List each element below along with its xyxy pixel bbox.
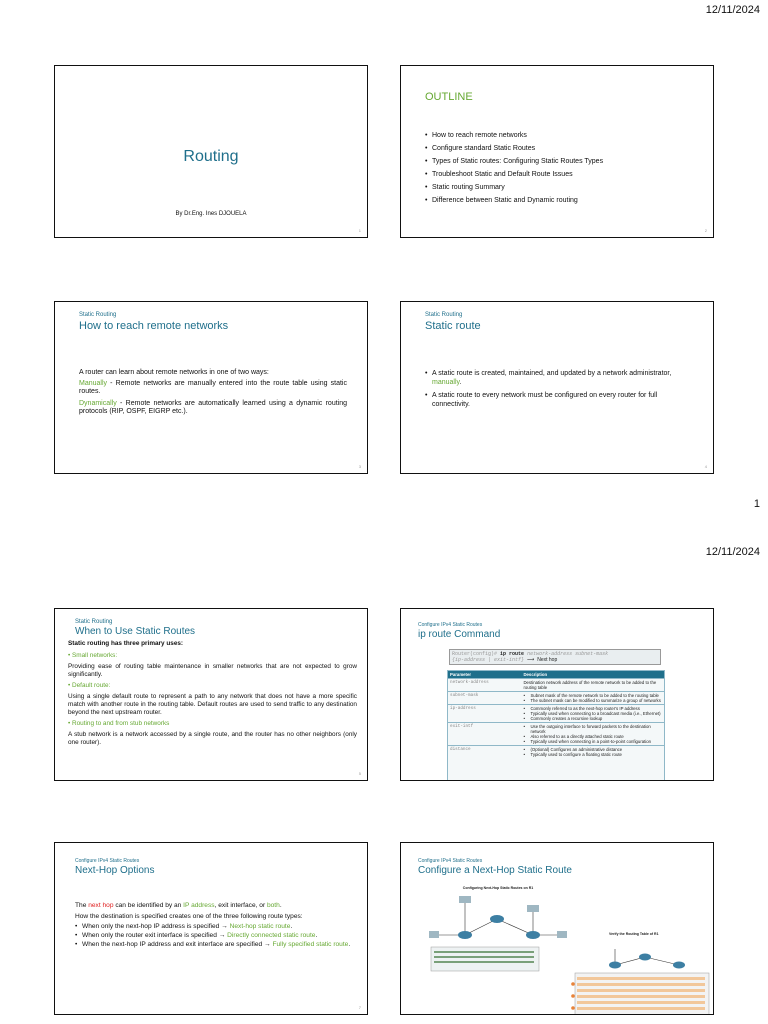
use-paragraph: Providing ease of routing table maintenance in smaller networks that are not expected to grow significantly.	[68, 663, 357, 678]
second-line: How the destination is specified creates one of the three following route types:	[75, 913, 303, 920]
text-run: When only the router exit interface is specified →	[82, 932, 228, 939]
use-heading: • Default route:	[68, 682, 111, 689]
text-run: When only the next-hop IP address is specified →	[82, 923, 230, 930]
slide-7	[54, 842, 368, 1015]
dynamic-paragraph	[79, 400, 347, 417]
slide-number: 1	[358, 228, 361, 233]
list-item: • When only the router exit interface is specified → Directly connected static route.	[75, 932, 351, 940]
slide-body	[75, 902, 351, 949]
author-line: By Dr.Eng. Ines DJOUELA	[175, 211, 247, 217]
desc-cell	[521, 723, 664, 746]
router-icon	[526, 931, 540, 939]
bullet-text: A static route is created, maintained, and updated by a network administrator,	[432, 370, 672, 377]
list-item: • Types of Static routes: Configuring Static Routes Types	[425, 155, 603, 168]
page-date: 12/11/2024	[705, 4, 760, 16]
slide-1	[54, 65, 368, 238]
outline-list	[425, 129, 603, 207]
desc-item: • Subnet mask of the remote network to be added to the routing table	[523, 693, 662, 698]
router-icon	[458, 931, 472, 939]
desc-item: • The subnet mask can be modified to summarize a group of networks	[523, 698, 662, 703]
slide-2	[400, 65, 714, 238]
column-header: Description	[521, 671, 664, 679]
route-type: Next-hop static route	[229, 923, 291, 930]
section-label: Configure IPv4 Static Routes	[75, 858, 140, 864]
slide-number: 2	[704, 228, 707, 233]
slide-5	[54, 608, 368, 781]
desc-item: • Commonly creates a recursive lookup	[523, 716, 662, 721]
table-row	[448, 723, 664, 746]
desc-item: • (Optional) Configures an administrative distance	[523, 747, 662, 752]
intro-text: A router can learn about remote networks in one of two ways:	[79, 369, 269, 376]
desc-cell: Destination network address of the remote network to be added to the routing table	[521, 679, 664, 692]
router-icon	[609, 962, 621, 969]
desc-item: • Typically used when connecting in a point-to-point configuration	[523, 739, 662, 744]
slide-title: How to reach remote networks	[79, 320, 229, 332]
router-icon	[673, 962, 685, 969]
desc-cell	[521, 692, 664, 705]
text-run: .	[279, 902, 282, 909]
cli-output-box	[431, 947, 539, 971]
manually-paragraph	[79, 380, 347, 397]
param-cell: network-address	[448, 679, 521, 692]
table-row	[448, 679, 664, 692]
list-item: • Static routing Summary	[425, 181, 603, 194]
slide-number: 5	[358, 771, 361, 776]
slide-6	[400, 608, 714, 781]
heading-text: Default route:	[72, 682, 111, 689]
route-type: Directly connected static route	[227, 932, 316, 939]
slide-title: Configure a Next-Hop Static Route	[418, 865, 572, 876]
network-diagram	[425, 891, 571, 975]
dynamically-label: Dynamically	[79, 399, 117, 407]
slide-title: OUTLINE	[425, 91, 473, 103]
slide-number: 7	[358, 1005, 361, 1010]
manually-label: Manually	[79, 379, 108, 387]
pc-icon	[459, 896, 471, 903]
manually-text: - Remote networks are manually entered into the route table using static routes.	[79, 379, 347, 395]
text-run: When the next-hop IP address and exit interface are specified →	[82, 941, 273, 948]
slide-title: ip route Command	[418, 629, 501, 640]
list-item: • Troubleshoot Static and Default Route Issues	[425, 168, 603, 181]
slide-body	[79, 369, 347, 417]
manually-highlight: manually	[432, 378, 460, 386]
table-row	[448, 746, 664, 759]
route-type-list	[75, 923, 351, 949]
slide-title: Next-Hop Options	[75, 865, 155, 876]
use-heading: • Routing to and from stub networks	[68, 720, 170, 727]
list-item: • Configure standard Static Routes	[425, 142, 603, 155]
next-hop-highlight: next hop	[88, 902, 114, 909]
page-date: 12/11/2024	[705, 546, 760, 558]
route-type: Fully specified static route	[272, 941, 349, 948]
list-item: • When only the next-hop IP address is specified → Next-hop static route.	[75, 923, 351, 931]
table-row	[448, 705, 664, 723]
text-run: , exit interface, or	[214, 902, 267, 909]
topology-figure	[425, 885, 571, 975]
intro-line	[75, 902, 351, 910]
cmd-args: network-address subnet-mask	[527, 651, 609, 657]
bullet-end: .	[459, 378, 462, 386]
ip-address-highlight: IP address	[183, 902, 215, 909]
section-label: Configure IPv4 Static Routes	[418, 622, 483, 628]
list-item: • How to reach remote networks	[425, 129, 603, 142]
cmd-args: {ip-address | exit-intf}	[452, 657, 525, 663]
slide-title: Static route	[425, 320, 481, 332]
page-number: 1	[753, 498, 760, 510]
param-cell: distance	[448, 746, 521, 759]
slide-3	[54, 301, 368, 474]
slide-8	[400, 842, 714, 1015]
heading-text: Small networks:	[72, 652, 118, 659]
lead-text: Static routing has three primary uses:	[68, 640, 184, 647]
cmd-keyword: ip route	[500, 651, 525, 657]
bullet-list	[425, 370, 693, 409]
slide-number: 3	[358, 464, 361, 469]
desc-item: • Typically used when connecting to a broadcast media (i.e., Ethernet)	[523, 711, 662, 716]
router-icon	[490, 915, 504, 923]
desc-item: • Commonly referred to as the next-hop router's IP address	[523, 706, 662, 711]
heading-text: Routing to and from stub networks	[72, 720, 170, 727]
slide-body	[68, 640, 357, 747]
section-label: Static Routing	[75, 619, 113, 625]
slide-title: Routing	[183, 148, 239, 165]
command-syntax-box: Router(config)# ip route network-address subnet-mask {ip-address | exit-intf} ⟶ Next hop	[449, 649, 661, 665]
section-label: Configure IPv4 Static Routes	[418, 858, 483, 864]
table-row	[448, 692, 664, 705]
text-run: The	[75, 902, 89, 909]
section-label: Static Routing	[79, 312, 117, 318]
router-icon	[639, 954, 651, 961]
figure-title: Verify the Routing Table of R1	[609, 932, 659, 936]
slide-number: 4	[704, 464, 707, 469]
desc-item: • Also referred to as a directly attached static route	[523, 734, 662, 739]
desc-cell	[521, 746, 664, 759]
next-hop-label: Next hop	[537, 657, 558, 663]
parameter-table	[447, 670, 665, 781]
use-paragraph: A stub network is a network accessed by a single route, and the router has no other neighbors (only one router).	[68, 731, 357, 746]
cmd-prompt: Router(config)#	[452, 651, 498, 657]
pc-icon	[527, 905, 539, 912]
text-run: can be identified by an	[113, 902, 184, 909]
slide-4	[400, 301, 714, 474]
slide-title: When to Use Static Routes	[75, 626, 196, 637]
routing-table-figure	[569, 931, 711, 1015]
param-cell: exit-intf	[448, 723, 521, 746]
routing-table-diagram	[569, 939, 711, 1015]
param-cell: subnet-mask	[448, 692, 521, 705]
use-paragraph: Using a single default route to represent a path to any network that does not have a more specific match with another route in the routing table. Default routes are used to send traffic to any destination beyond the next upstream router.	[68, 693, 357, 716]
use-heading: • Small networks:	[68, 652, 118, 659]
desc-item: • Typically used to configure a floating static route	[523, 752, 662, 757]
list-item: • Difference between Static and Dynamic routing	[425, 194, 603, 207]
list-item	[425, 370, 693, 387]
section-label: Static Routing	[425, 312, 463, 318]
column-header: Parameter	[448, 671, 521, 679]
param-cell: ip-address	[448, 705, 521, 723]
desc-cell	[521, 705, 664, 723]
pc-icon	[557, 931, 567, 938]
both-highlight: both	[266, 902, 280, 909]
pc-icon	[429, 931, 439, 938]
dynamically-text: - Remote networks are automatically learned using a dynamic routing protocols (RIP, OSPF, EIGRP etc.).	[79, 399, 347, 415]
figure-title: Configuring Next-Hop Static Routes on R1	[462, 886, 534, 890]
list-item: • When the next-hop IP address and exit interface are specified → Fully specified static route.	[75, 941, 351, 949]
list-item: • A static route to every network must be configured on every router for full connectivity.	[425, 392, 693, 409]
desc-item: • Use the outgoing interface to forward packets to the destination network	[523, 724, 662, 734]
